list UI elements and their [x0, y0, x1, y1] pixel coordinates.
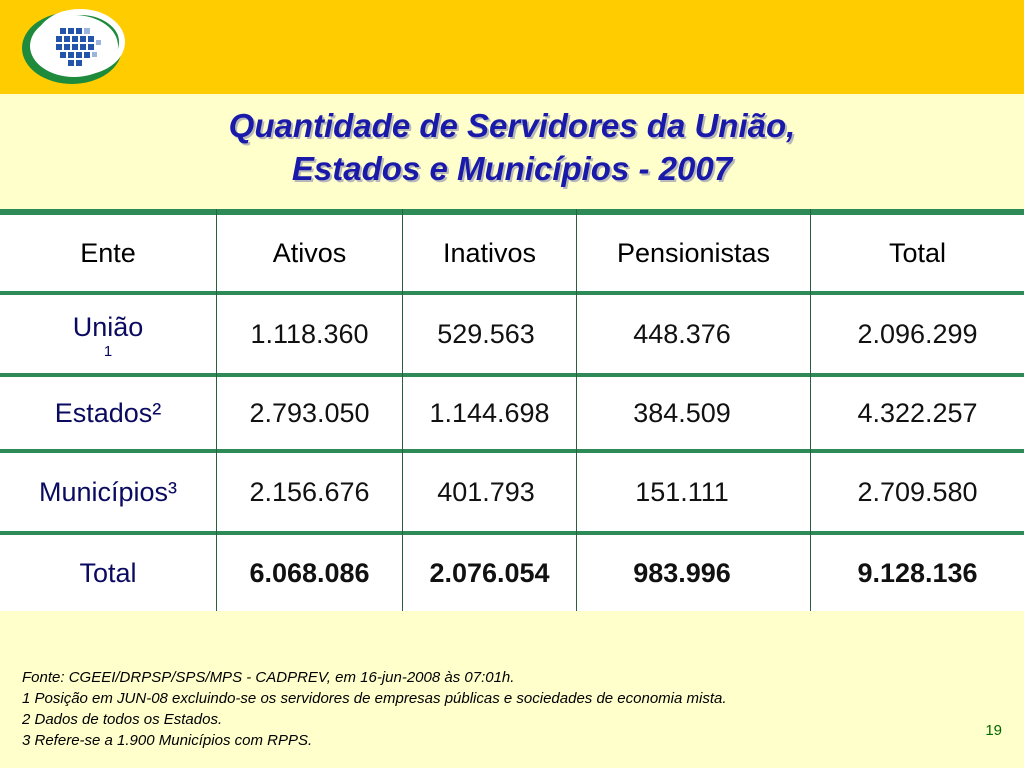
header-inativos: Inativos	[442, 237, 537, 268]
footnote-3: 3 Refere-se a 1.900 Municípios com RPPS.	[22, 732, 313, 749]
header-bar	[0, 0, 1024, 94]
table-row-total-ente	[0, 535, 216, 611]
logo-emblem-icon	[20, 6, 130, 86]
cell-ativos: 1.118.360	[250, 318, 369, 349]
table-row-uniao-ente	[0, 295, 216, 373]
title-line-2: Estados e Municípios - 2007	[291, 150, 733, 187]
ente-footnote-marker: ²	[152, 397, 162, 428]
cell-pensionistas: 384.509	[633, 397, 731, 428]
cell-total-total: 9.128.136	[857, 557, 978, 588]
table-row-municipios-ente	[0, 453, 216, 531]
cell-inativos: 401.793	[437, 476, 535, 507]
footnotes	[22, 667, 1002, 751]
ente-label: União	[72, 311, 144, 342]
cell-total: 2.709.580	[857, 476, 978, 507]
ente-label: Municípios	[38, 476, 169, 507]
header-pensionistas: Pensionistas	[616, 237, 771, 268]
ente-label: Total	[79, 557, 137, 588]
header-ente: Ente	[80, 237, 136, 268]
header-total: Total	[888, 237, 947, 268]
title-line-1: Quantidade de Servidores da União,	[228, 107, 796, 144]
page-number: 19	[985, 722, 1002, 739]
cell-inativos: 529.563	[437, 318, 535, 349]
cell-pensionistas: 151.111	[635, 476, 729, 507]
table-row-estados-ente	[0, 377, 216, 449]
footnote-2: 2 Dados de todos os Estados.	[22, 711, 223, 728]
cell-pensionistas-total: 983.996	[633, 557, 731, 588]
cell-pensionistas: 448.376	[633, 318, 731, 349]
slide-title	[0, 104, 1024, 190]
header-ativos: Ativos	[272, 237, 347, 268]
ente-label: Estados	[54, 397, 153, 428]
cell-inativos-total: 2.076.054	[429, 557, 550, 588]
cell-ativos: 2.793.050	[249, 397, 370, 428]
source-note: Fonte: CGEEI/DRPSP/SPS/MPS - CADPREV, em 16-jun-2008 às 07:01h.	[22, 669, 515, 686]
ente-footnote-marker: 1	[103, 342, 113, 360]
cell-inativos: 1.144.698	[429, 397, 550, 428]
data-table	[0, 209, 1024, 611]
footnote-1: 1 Posição em JUN-08 excluindo-se os servidores de empresas públicas e sociedades de economia mista.	[22, 690, 727, 707]
ente-footnote-marker: ³	[168, 476, 178, 507]
cell-ativos-total: 6.068.086	[249, 557, 370, 588]
cell-total: 4.322.257	[857, 397, 978, 428]
cell-ativos: 2.156.676	[249, 476, 370, 507]
cell-total: 2.096.299	[857, 318, 978, 349]
